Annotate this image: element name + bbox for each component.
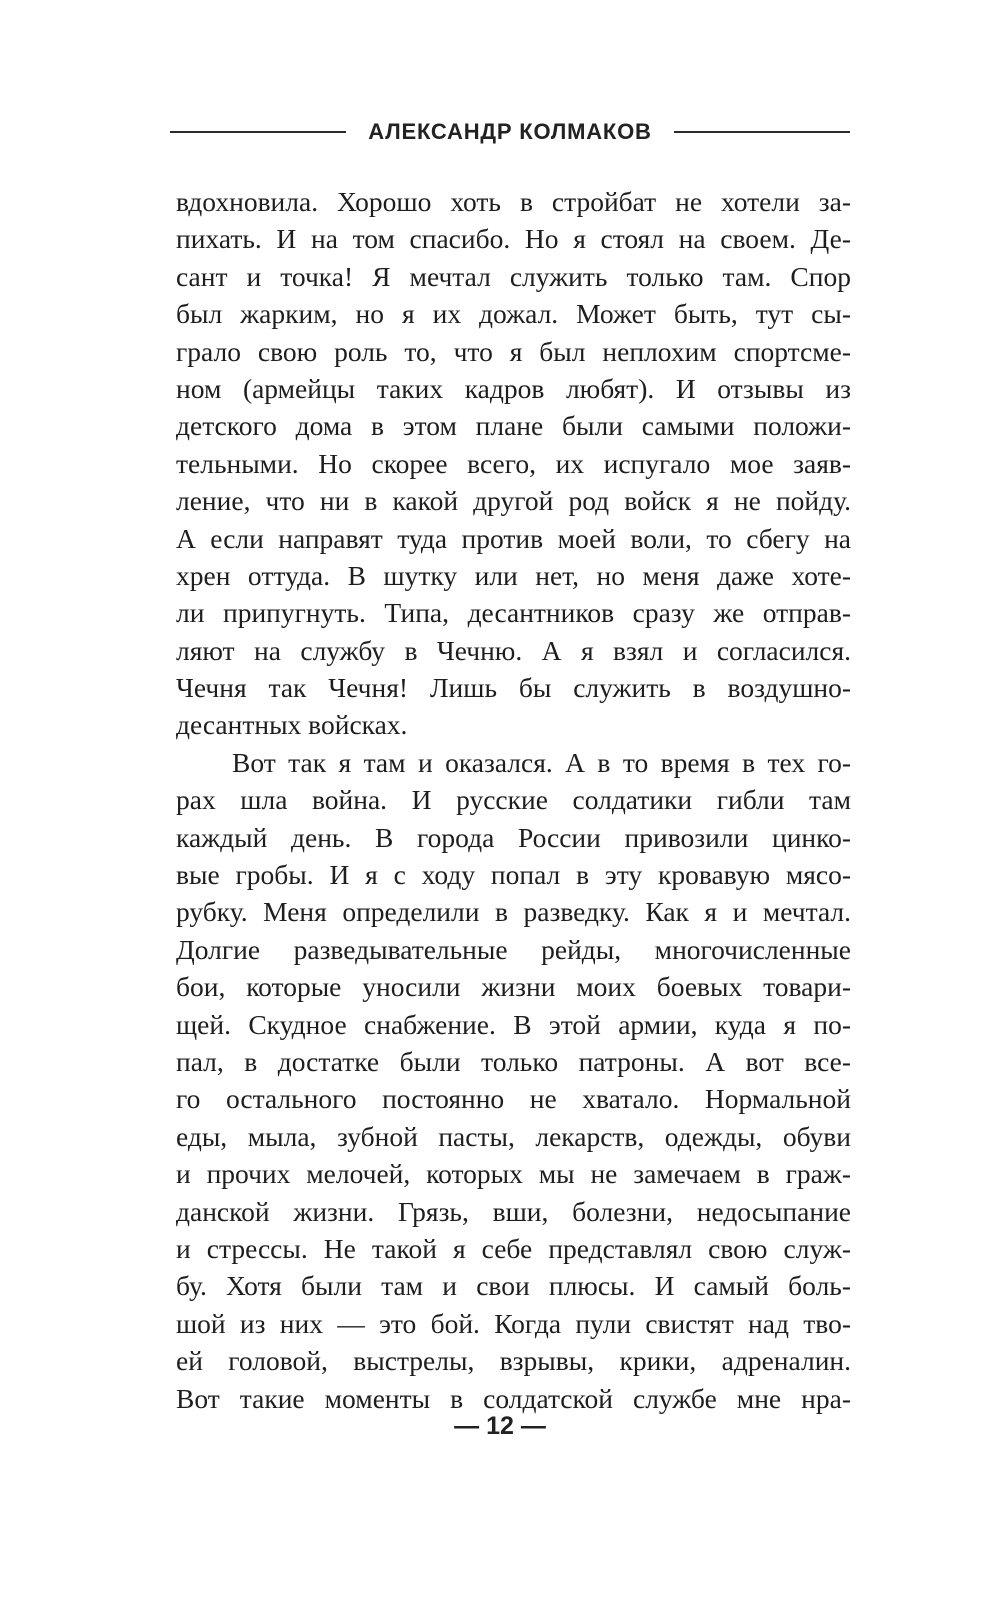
text-line: ляют на службу в Чечню. А я взял и согласился. [176, 634, 851, 666]
text-line: и стрессы. Не такой я себе представлял свою служ- [176, 1232, 851, 1264]
header-rule-left [170, 131, 346, 133]
text-line: данской жизни. Грязь, вши, болезни, недосыпание [176, 1195, 851, 1227]
text-line: ление, что ни в какой другой род войск я не пойду. [176, 485, 851, 517]
text-line: Чечня так Чечня! Лишь бы служить в воздушно- [176, 672, 851, 704]
text-line: го остального постоянно не хватало. Нормальной [176, 1083, 851, 1115]
text-line: детского дома в этом плане были самыми положи- [176, 410, 851, 442]
text-line: щей. Скудное снабжение. В этой армии, куда я по- [176, 1008, 851, 1040]
text-line: шой из них — это бой. Когда пули свистят над тво- [176, 1307, 851, 1339]
header-author: АЛЕКСАНДР КОЛМАКОВ [368, 119, 652, 144]
paragraph-1 [176, 183, 851, 744]
text-line: бу. Хотя были там и свои плюсы. И самый боль- [176, 1270, 851, 1302]
text-line: десантных войсках. [176, 709, 408, 741]
text-line: рах шла война. И русские солдатики гибли там [176, 784, 851, 816]
text-line: каждый день. В города России привозили цинко- [176, 821, 851, 853]
text-line: пихать. И на том спасибо. Но я стоял на своем. Де- [176, 223, 851, 255]
paragraph-2 [176, 744, 851, 1417]
text-line: ей головой, выстрелы, взрывы, крики, адреналин. [176, 1345, 851, 1377]
body-text [176, 183, 851, 1417]
text-line: Вот такие моменты в солдатской службе мне нра- [176, 1382, 851, 1414]
running-header [170, 112, 850, 152]
text-line: еды, мыла, зубной пасты, лекарств, одежды, обуви [176, 1120, 851, 1152]
text-line: сант и точка! Я мечтал служить только там. Спор [176, 260, 851, 292]
text-line: Долгие разведывательные рейды, многочисленные [176, 933, 851, 965]
text-line: пал, в достатке были только патроны. А вот все- [176, 1045, 851, 1077]
text-line: рубку. Меня определили в разведку. Как я и мечтал. [176, 896, 851, 928]
text-line: ли припугнуть. Типа, десантников сразу же отправ- [176, 597, 851, 629]
text-line: бои, которые уносили жизни моих боевых товари- [176, 971, 851, 1003]
text-line: тельными. Но скорее всего, их испугало мое заяв- [176, 447, 851, 479]
text-line: Вот так я там и оказался. А в то время в тех го- [232, 746, 851, 778]
text-line: был жарким, но я их дожал. Может быть, тут сы- [176, 298, 851, 330]
text-line: хрен оттуда. В шутку или нет, но меня даже хоте- [176, 559, 851, 591]
text-line: вые гробы. И я с ходу попал в эту кровавую мясо- [176, 859, 851, 891]
text-line: и прочих мелочей, которых мы не замечаем в граж- [176, 1158, 851, 1190]
text-line: грало свою роль то, что я был неплохим спортсме- [176, 335, 851, 367]
page-number: — 12 — [454, 1412, 546, 1440]
header-rule-right [674, 131, 850, 133]
text-line: ном (армейцы таких кадров любят). И отзывы из [176, 372, 851, 404]
text-line: А если направят туда против моей воли, то сбегу на [176, 522, 851, 554]
text-line: вдохновила. Хорошо хоть в стройбат не хотели за- [176, 186, 851, 217]
